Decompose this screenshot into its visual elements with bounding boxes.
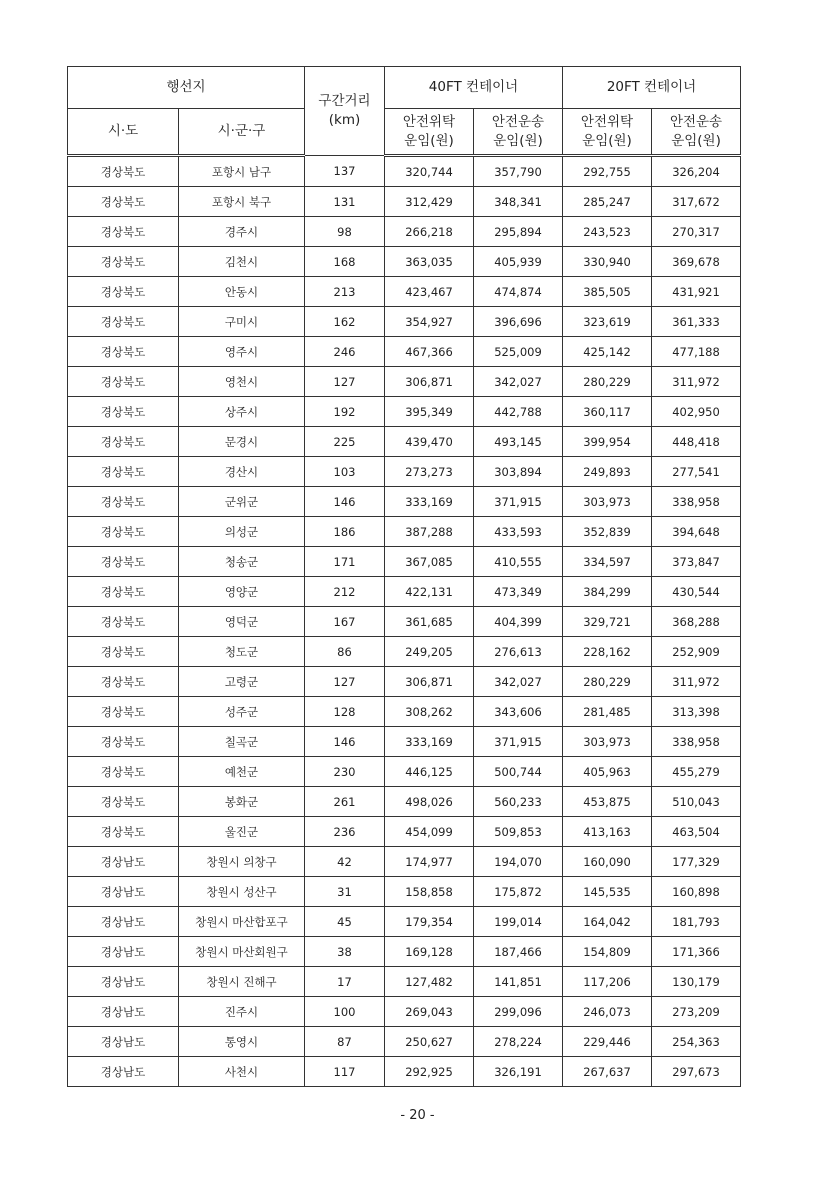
ft20-entrusted-cell: 352,839: [563, 517, 652, 547]
ft40-transport-cell: 141,851: [474, 967, 563, 997]
ft40-entrusted-cell: 249,205: [385, 637, 474, 667]
ft20-entrusted-cell: 154,809: [563, 937, 652, 967]
ft20-entrusted-cell: 323,619: [563, 307, 652, 337]
ft20-entrusted-cell: 281,485: [563, 697, 652, 727]
ft20-transport-cell: 277,541: [652, 457, 741, 487]
province-cell: 경상북도: [68, 637, 179, 667]
table-row: [68, 247, 741, 277]
ft20-transport-cell: 510,043: [652, 787, 741, 817]
ft40-transport-cell: 396,696: [474, 307, 563, 337]
city-cell: 봉화군: [179, 787, 305, 817]
header-20ft-transport-rate: 안전운송 운임(원): [652, 109, 741, 156]
table-row: [68, 217, 741, 247]
table-row: [68, 727, 741, 757]
distance-cell: 246: [305, 337, 385, 367]
ft20-entrusted-cell: 280,229: [563, 667, 652, 697]
table-row: [68, 457, 741, 487]
ft40-transport-cell: 433,593: [474, 517, 563, 547]
province-cell: 경상북도: [68, 367, 179, 397]
ft20-transport-cell: 254,363: [652, 1027, 741, 1057]
city-cell: 문경시: [179, 427, 305, 457]
ft20-transport-cell: 273,209: [652, 997, 741, 1027]
ft40-transport-cell: 199,014: [474, 907, 563, 937]
province-cell: 경상남도: [68, 937, 179, 967]
province-cell: 경상북도: [68, 727, 179, 757]
city-cell: 포항시 남구: [179, 156, 305, 187]
city-cell: 진주시: [179, 997, 305, 1027]
province-cell: 경상북도: [68, 577, 179, 607]
ft20-transport-cell: 477,188: [652, 337, 741, 367]
header-province: 시·도: [68, 109, 179, 156]
table-row: [68, 547, 741, 577]
table-row: [68, 637, 741, 667]
province-cell: 경상북도: [68, 487, 179, 517]
province-cell: 경상남도: [68, 877, 179, 907]
distance-cell: 17: [305, 967, 385, 997]
ft40-transport-cell: 525,009: [474, 337, 563, 367]
city-cell: 의성군: [179, 517, 305, 547]
distance-cell: 103: [305, 457, 385, 487]
ft40-transport-cell: 404,399: [474, 607, 563, 637]
header-40ft-entrusted-rate: 안전위탁 운임(원): [385, 109, 474, 156]
ft40-entrusted-cell: 446,125: [385, 757, 474, 787]
table-row: [68, 787, 741, 817]
ft20-entrusted-cell: 280,229: [563, 367, 652, 397]
ft40-entrusted-cell: 306,871: [385, 667, 474, 697]
table-row: [68, 967, 741, 997]
province-cell: 경상북도: [68, 757, 179, 787]
ft40-entrusted-cell: 273,273: [385, 457, 474, 487]
ft40-entrusted-cell: 266,218: [385, 217, 474, 247]
distance-cell: 146: [305, 487, 385, 517]
header-40ft-container: 40FT 컨테이너: [385, 67, 563, 109]
ft20-entrusted-cell: 303,973: [563, 727, 652, 757]
table-row: [68, 397, 741, 427]
city-cell: 예천군: [179, 757, 305, 787]
header-distance: 구간거리 (km): [305, 67, 385, 156]
ft20-entrusted-cell: 164,042: [563, 907, 652, 937]
table-row: [68, 997, 741, 1027]
province-cell: 경상북도: [68, 277, 179, 307]
ft20-transport-cell: 311,972: [652, 667, 741, 697]
distance-cell: 131: [305, 187, 385, 217]
page-number: - 20 -: [400, 1108, 435, 1123]
ft40-transport-cell: 560,233: [474, 787, 563, 817]
distance-cell: 38: [305, 937, 385, 967]
province-cell: 경상북도: [68, 156, 179, 187]
header-destination: 행선지: [68, 67, 305, 109]
ft40-entrusted-cell: 333,169: [385, 727, 474, 757]
ft20-entrusted-cell: 243,523: [563, 217, 652, 247]
ft40-entrusted-cell: 179,354: [385, 907, 474, 937]
city-cell: 상주시: [179, 397, 305, 427]
table-row: [68, 847, 741, 877]
province-cell: 경상북도: [68, 607, 179, 637]
ft40-entrusted-cell: 361,685: [385, 607, 474, 637]
province-cell: 경상북도: [68, 427, 179, 457]
province-cell: 경상북도: [68, 667, 179, 697]
ft40-entrusted-cell: 387,288: [385, 517, 474, 547]
ft40-entrusted-cell: 320,744: [385, 156, 474, 187]
ft20-transport-cell: 130,179: [652, 967, 741, 997]
province-cell: 경상북도: [68, 397, 179, 427]
header-20ft-container: 20FT 컨테이너: [563, 67, 741, 109]
table-body: [68, 156, 741, 1087]
ft40-entrusted-cell: 127,482: [385, 967, 474, 997]
ft20-transport-cell: 402,950: [652, 397, 741, 427]
ft20-transport-cell: 394,648: [652, 517, 741, 547]
city-cell: 포항시 북구: [179, 187, 305, 217]
distance-cell: 100: [305, 997, 385, 1027]
city-cell: 청도군: [179, 637, 305, 667]
ft20-entrusted-cell: 425,142: [563, 337, 652, 367]
table-row: [68, 817, 741, 847]
city-cell: 김천시: [179, 247, 305, 277]
city-cell: 영덕군: [179, 607, 305, 637]
ft20-transport-cell: 373,847: [652, 547, 741, 577]
city-cell: 영양군: [179, 577, 305, 607]
ft20-transport-cell: 171,366: [652, 937, 741, 967]
city-cell: 고령군: [179, 667, 305, 697]
ft40-transport-cell: 473,349: [474, 577, 563, 607]
province-cell: 경상남도: [68, 847, 179, 877]
ft20-entrusted-cell: 267,637: [563, 1057, 652, 1087]
province-cell: 경상남도: [68, 907, 179, 937]
ft40-entrusted-cell: 467,366: [385, 337, 474, 367]
table-row: [68, 517, 741, 547]
province-cell: 경상남도: [68, 1027, 179, 1057]
distance-cell: 236: [305, 817, 385, 847]
ft40-entrusted-cell: 439,470: [385, 427, 474, 457]
ft20-entrusted-cell: 360,117: [563, 397, 652, 427]
province-cell: 경상남도: [68, 967, 179, 997]
ft40-transport-cell: 299,096: [474, 997, 563, 1027]
ft20-entrusted-cell: 399,954: [563, 427, 652, 457]
header-40ft-transport-rate: 안전운송 운임(원): [474, 109, 563, 156]
distance-cell: 230: [305, 757, 385, 787]
ft40-transport-cell: 276,613: [474, 637, 563, 667]
ft40-entrusted-cell: 269,043: [385, 997, 474, 1027]
ft40-entrusted-cell: 363,035: [385, 247, 474, 277]
city-cell: 창원시 마산합포구: [179, 907, 305, 937]
city-cell: 울진군: [179, 817, 305, 847]
ft20-entrusted-cell: 285,247: [563, 187, 652, 217]
ft20-transport-cell: 338,958: [652, 487, 741, 517]
distance-cell: 162: [305, 307, 385, 337]
city-cell: 칠곡군: [179, 727, 305, 757]
ft40-transport-cell: 357,790: [474, 156, 563, 187]
distance-cell: 98: [305, 217, 385, 247]
ft20-entrusted-cell: 292,755: [563, 156, 652, 187]
city-cell: 창원시 성산구: [179, 877, 305, 907]
table-row: [68, 187, 741, 217]
ft20-entrusted-cell: 405,963: [563, 757, 652, 787]
ft40-entrusted-cell: 423,467: [385, 277, 474, 307]
table-row: [68, 156, 741, 187]
ft20-entrusted-cell: 117,206: [563, 967, 652, 997]
distance-cell: 261: [305, 787, 385, 817]
ft40-entrusted-cell: 250,627: [385, 1027, 474, 1057]
ft20-transport-cell: 313,398: [652, 697, 741, 727]
ft20-transport-cell: 326,204: [652, 156, 741, 187]
province-cell: 경상북도: [68, 247, 179, 277]
ft40-transport-cell: 405,939: [474, 247, 563, 277]
ft40-transport-cell: 342,027: [474, 667, 563, 697]
header-20ft-entrusted-rate: 안전위탁 운임(원): [563, 109, 652, 156]
ft20-entrusted-cell: 413,163: [563, 817, 652, 847]
ft20-entrusted-cell: 249,893: [563, 457, 652, 487]
ft40-transport-cell: 474,874: [474, 277, 563, 307]
province-cell: 경상북도: [68, 337, 179, 367]
city-cell: 통영시: [179, 1027, 305, 1057]
province-cell: 경상남도: [68, 1057, 179, 1087]
ft40-transport-cell: 194,070: [474, 847, 563, 877]
ft20-entrusted-cell: 145,535: [563, 877, 652, 907]
ft40-transport-cell: 371,915: [474, 727, 563, 757]
ft40-transport-cell: 343,606: [474, 697, 563, 727]
distance-cell: 212: [305, 577, 385, 607]
ft40-transport-cell: 295,894: [474, 217, 563, 247]
table-row: [68, 307, 741, 337]
ft40-transport-cell: 303,894: [474, 457, 563, 487]
ft20-transport-cell: 311,972: [652, 367, 741, 397]
ft40-transport-cell: 348,341: [474, 187, 563, 217]
province-cell: 경상북도: [68, 217, 179, 247]
ft40-transport-cell: 326,191: [474, 1057, 563, 1087]
ft40-transport-cell: 410,555: [474, 547, 563, 577]
city-cell: 창원시 마산회원구: [179, 937, 305, 967]
table-row: [68, 937, 741, 967]
province-cell: 경상북도: [68, 817, 179, 847]
ft40-entrusted-cell: 306,871: [385, 367, 474, 397]
city-cell: 사천시: [179, 1057, 305, 1087]
ft20-entrusted-cell: 329,721: [563, 607, 652, 637]
ft20-transport-cell: 369,678: [652, 247, 741, 277]
province-cell: 경상북도: [68, 787, 179, 817]
city-cell: 창원시 의창구: [179, 847, 305, 877]
table-row: [68, 697, 741, 727]
freight-rate-table: [67, 66, 741, 1087]
ft20-entrusted-cell: 453,875: [563, 787, 652, 817]
city-cell: 구미시: [179, 307, 305, 337]
table-row: [68, 607, 741, 637]
table-row: [68, 277, 741, 307]
province-cell: 경상북도: [68, 307, 179, 337]
header-city: 시·군·구: [179, 109, 305, 156]
distance-cell: 127: [305, 667, 385, 697]
city-cell: 안동시: [179, 277, 305, 307]
ft40-transport-cell: 509,853: [474, 817, 563, 847]
ft40-transport-cell: 342,027: [474, 367, 563, 397]
city-cell: 성주군: [179, 697, 305, 727]
distance-cell: 146: [305, 727, 385, 757]
table-row: [68, 757, 741, 787]
province-cell: 경상북도: [68, 187, 179, 217]
ft40-entrusted-cell: 498,026: [385, 787, 474, 817]
ft20-entrusted-cell: 384,299: [563, 577, 652, 607]
distance-cell: 31: [305, 877, 385, 907]
ft20-transport-cell: 177,329: [652, 847, 741, 877]
city-cell: 영천시: [179, 367, 305, 397]
ft20-transport-cell: 455,279: [652, 757, 741, 787]
province-cell: 경상북도: [68, 547, 179, 577]
ft20-transport-cell: 361,333: [652, 307, 741, 337]
ft40-entrusted-cell: 308,262: [385, 697, 474, 727]
ft40-transport-cell: 493,145: [474, 427, 563, 457]
distance-cell: 213: [305, 277, 385, 307]
ft20-transport-cell: 448,418: [652, 427, 741, 457]
province-cell: 경상북도: [68, 697, 179, 727]
distance-cell: 186: [305, 517, 385, 547]
ft20-transport-cell: 463,504: [652, 817, 741, 847]
table-row: [68, 1027, 741, 1057]
distance-cell: 45: [305, 907, 385, 937]
ft40-entrusted-cell: 158,858: [385, 877, 474, 907]
distance-cell: 87: [305, 1027, 385, 1057]
ft20-transport-cell: 317,672: [652, 187, 741, 217]
ft20-entrusted-cell: 330,940: [563, 247, 652, 277]
table-row: [68, 337, 741, 367]
city-cell: 경주시: [179, 217, 305, 247]
city-cell: 청송군: [179, 547, 305, 577]
ft40-entrusted-cell: 422,131: [385, 577, 474, 607]
table-row: [68, 877, 741, 907]
ft20-entrusted-cell: 385,505: [563, 277, 652, 307]
table-row: [68, 667, 741, 697]
city-cell: 경산시: [179, 457, 305, 487]
ft40-transport-cell: 371,915: [474, 487, 563, 517]
distance-cell: 167: [305, 607, 385, 637]
ft40-entrusted-cell: 169,128: [385, 937, 474, 967]
ft40-entrusted-cell: 354,927: [385, 307, 474, 337]
ft40-transport-cell: 278,224: [474, 1027, 563, 1057]
table-row: [68, 1057, 741, 1087]
ft20-entrusted-cell: 303,973: [563, 487, 652, 517]
ft40-entrusted-cell: 454,099: [385, 817, 474, 847]
province-cell: 경상북도: [68, 457, 179, 487]
table-row: [68, 907, 741, 937]
ft20-transport-cell: 160,898: [652, 877, 741, 907]
ft40-entrusted-cell: 395,349: [385, 397, 474, 427]
ft20-transport-cell: 430,544: [652, 577, 741, 607]
ft20-transport-cell: 297,673: [652, 1057, 741, 1087]
province-cell: 경상북도: [68, 517, 179, 547]
city-cell: 창원시 진해구: [179, 967, 305, 997]
ft40-transport-cell: 175,872: [474, 877, 563, 907]
distance-cell: 225: [305, 427, 385, 457]
distance-cell: 117: [305, 1057, 385, 1087]
distance-cell: 128: [305, 697, 385, 727]
ft40-entrusted-cell: 292,925: [385, 1057, 474, 1087]
city-cell: 영주시: [179, 337, 305, 367]
ft20-transport-cell: 338,958: [652, 727, 741, 757]
ft20-transport-cell: 270,317: [652, 217, 741, 247]
distance-cell: 42: [305, 847, 385, 877]
ft40-transport-cell: 187,466: [474, 937, 563, 967]
ft20-transport-cell: 181,793: [652, 907, 741, 937]
ft20-transport-cell: 431,921: [652, 277, 741, 307]
distance-cell: 168: [305, 247, 385, 277]
ft40-entrusted-cell: 367,085: [385, 547, 474, 577]
table-row: [68, 577, 741, 607]
distance-cell: 192: [305, 397, 385, 427]
ft20-entrusted-cell: 246,073: [563, 997, 652, 1027]
ft40-entrusted-cell: 312,429: [385, 187, 474, 217]
ft20-transport-cell: 252,909: [652, 637, 741, 667]
distance-cell: 127: [305, 367, 385, 397]
city-cell: 군위군: [179, 487, 305, 517]
ft20-entrusted-cell: 334,597: [563, 547, 652, 577]
ft40-entrusted-cell: 174,977: [385, 847, 474, 877]
table-row: [68, 487, 741, 517]
ft40-transport-cell: 500,744: [474, 757, 563, 787]
distance-cell: 137: [305, 156, 385, 187]
ft20-entrusted-cell: 160,090: [563, 847, 652, 877]
ft40-entrusted-cell: 333,169: [385, 487, 474, 517]
distance-cell: 171: [305, 547, 385, 577]
ft20-entrusted-cell: 229,446: [563, 1027, 652, 1057]
province-cell: 경상남도: [68, 997, 179, 1027]
ft20-transport-cell: 368,288: [652, 607, 741, 637]
ft20-entrusted-cell: 228,162: [563, 637, 652, 667]
table-row: [68, 367, 741, 397]
table-row: [68, 427, 741, 457]
distance-cell: 86: [305, 637, 385, 667]
ft40-transport-cell: 442,788: [474, 397, 563, 427]
